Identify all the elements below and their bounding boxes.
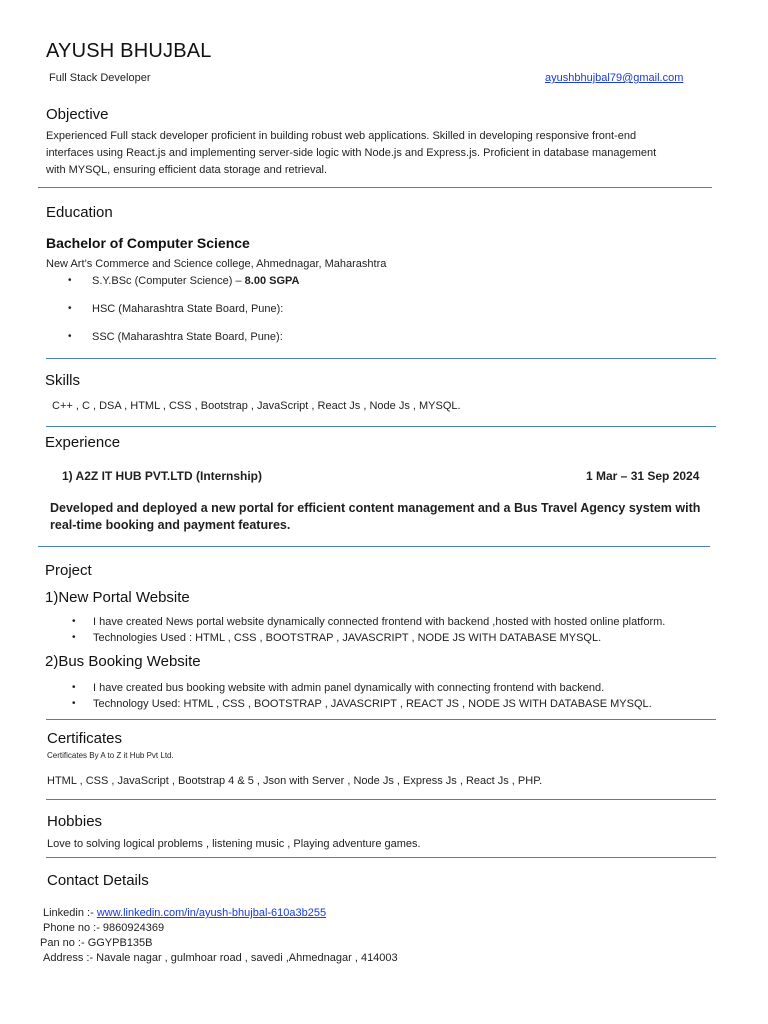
bullet-icon: • [72, 698, 76, 709]
section-divider [46, 857, 716, 858]
experience-heading: Experience [45, 434, 121, 451]
experience-role: 1) A2Z IT HUB PVT.LTD (Internship) [62, 469, 262, 483]
section-divider [38, 187, 712, 188]
project-bullet: I have created bus booking website with admin panel dynamically with connecting frontend with backend. [93, 682, 605, 694]
pan-number: Pan no :- GGYPB135B [40, 937, 153, 949]
objective-heading: Objective [46, 106, 109, 123]
bullet-icon: • [68, 331, 72, 342]
bullet-icon: • [72, 616, 76, 627]
skills-heading: Skills [45, 372, 81, 389]
education-item [92, 273, 299, 290]
hobbies-text: Love to solving logical problems , listening music , Playing adventure games. [47, 838, 421, 850]
sgpa-value: 8.00 SGPA [244, 275, 300, 287]
email-link[interactable]: ayushbhujbal79@gmail.com [545, 72, 684, 84]
project-heading: Project [45, 562, 92, 579]
objective-line-3: with MYSQL, ensuring efficient data storage and retrieval. [46, 164, 328, 176]
section-divider [46, 358, 716, 359]
section-divider [46, 719, 716, 720]
section-divider [38, 546, 710, 547]
objective-line-1: Experienced Full stack developer proficient in building robust web applications. Skilled in developing responsive front-end [46, 130, 637, 142]
education-item: SSC (Maharashtra State Board, Pune): [92, 331, 283, 343]
job-title: Full Stack Developer [49, 72, 151, 84]
project-title: 2)Bus Booking Website [45, 653, 201, 670]
bullet-icon: • [68, 303, 72, 314]
experience-description-line-1: Developed and deployed a new portal for efficient content management and a Bus Travel Agency system with [50, 501, 701, 515]
skills-list: C++ , C , DSA , HTML , CSS , Bootstrap , JavaScript , React Js , Node Js , MYSQL. [52, 400, 461, 412]
bullet-icon: • [72, 632, 76, 643]
objective-line-2: interfaces using React.js and implementing server-side logic with Node.js and Express.js. Proficient in database management [46, 147, 657, 159]
certificates-issuer: Certificates By A to Z it Hub Pvt Ltd. [47, 751, 174, 760]
project-bullet: Technology Used: HTML , CSS , BOOTSTRAP , JAVASCRIPT , REACT JS , NODE JS WITH DATABASE MYSQL. [93, 698, 652, 710]
contact-heading: Contact Details [47, 872, 149, 889]
education-heading: Education [46, 204, 113, 221]
college-name: New Art’s Commerce and Science college, Ahmednagar, Maharashtra [46, 258, 387, 270]
education-item-text: S.Y.BSc (Computer Science) – [92, 275, 245, 287]
bullet-icon: • [68, 275, 72, 286]
certificates-heading: Certificates [47, 730, 123, 747]
linkedin-label: Linkedin :- [43, 907, 97, 919]
experience-description-line-2: real-time booking and payment features. [50, 518, 291, 532]
linkedin-link[interactable]: www.linkedin.com/in/ayush-bhujbal-610a3b255 [96, 907, 327, 919]
section-divider [46, 799, 716, 800]
degree-title: Bachelor of Computer Science [46, 235, 250, 251]
project-bullet: Technologies Used : HTML , CSS , BOOTSTRAP , JAVASCRIPT , NODE JS WITH DATABASE MYSQL. [93, 632, 602, 644]
section-divider [46, 426, 716, 427]
candidate-name: AYUSH BHUJBAL [46, 40, 212, 62]
hobbies-heading: Hobbies [47, 813, 103, 830]
experience-dates: 1 Mar – 31 Sep 2024 [586, 469, 700, 483]
certificates-list: HTML , CSS , JavaScript , Bootstrap 4 & 5 , Json with Server , Node Js , Express Js , React Js , PHP. [47, 775, 543, 787]
education-item: HSC (Maharashtra State Board, Pune): [92, 303, 284, 315]
address: Address :- Navale nagar , gulmhoar road , savedi ,Ahmednagar , 414003 [43, 952, 398, 964]
project-bullet: I have created News portal website dynamically connected frontend with backend ,hosted with hosted online platform. [93, 616, 666, 628]
bullet-icon: • [72, 682, 76, 693]
phone-number: Phone no :- 9860924369 [43, 922, 165, 934]
project-title: 1)New Portal Website [45, 589, 190, 606]
